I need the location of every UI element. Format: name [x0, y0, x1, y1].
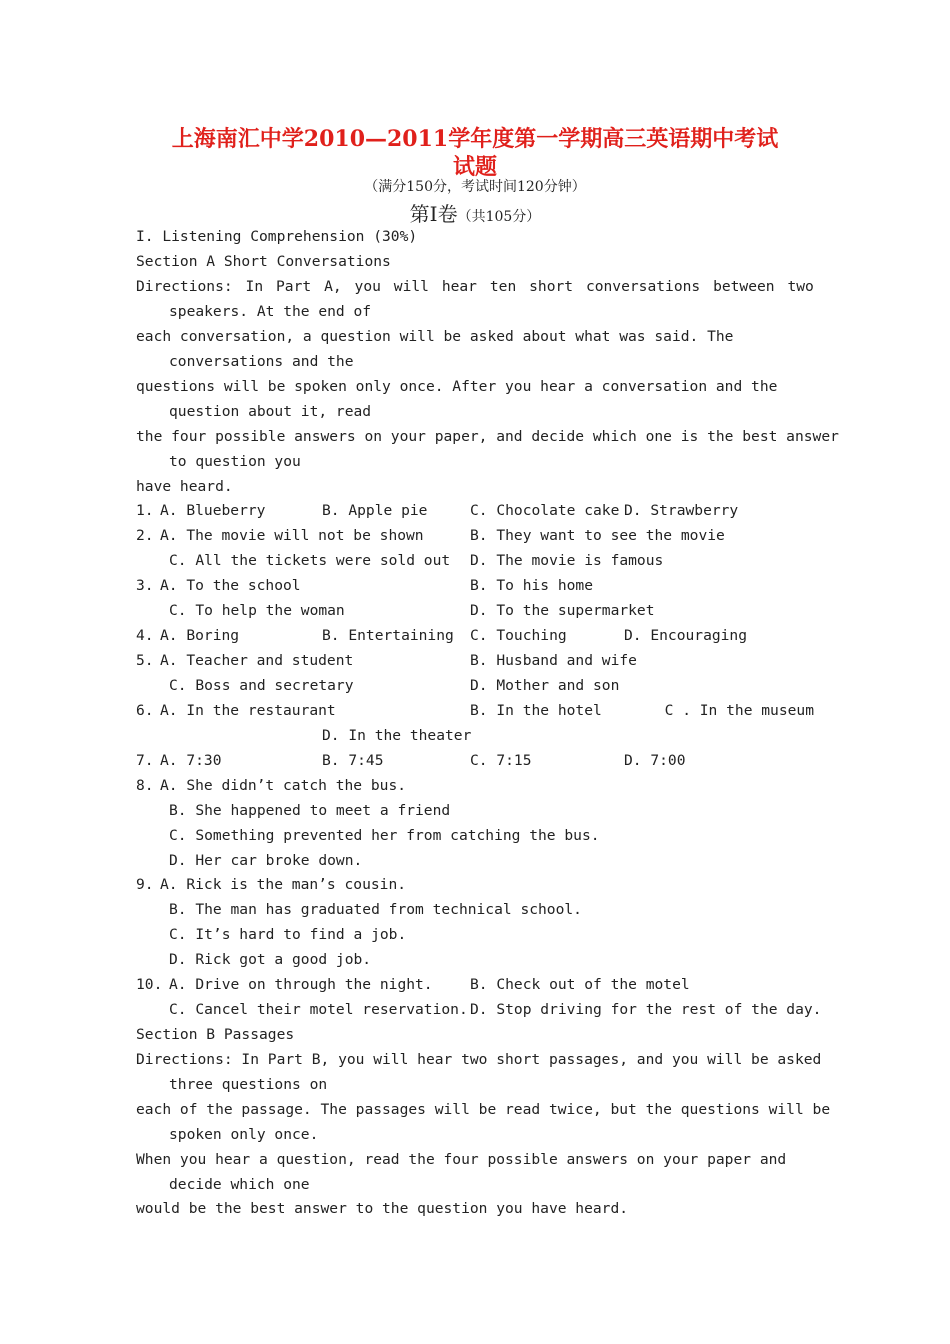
option-b: B. Husband and wife [470, 652, 637, 669]
directions-word: between [713, 278, 775, 295]
directions-b-line: three questions on [169, 1076, 328, 1093]
exam-title-line1: 上海南汇中学2010—2011学年度第一学期高三英语期中考试 [171, 126, 779, 152]
paper-section-heading [0, 198, 950, 227]
directions-a-line: the four possible answers on your paper, and decide which one is the best answer [136, 428, 839, 445]
directions-word: In [245, 278, 264, 295]
option-b: B. The man has graduated from technical school. [169, 901, 582, 918]
question-number: 9. [136, 876, 154, 893]
option-c: C. It’s hard to find a job. [169, 926, 407, 943]
option-a: A. In the restaurant [160, 702, 336, 719]
option-a: A. Drive on through the night. [169, 976, 433, 993]
question-number: 3. [136, 577, 154, 594]
option-d: D. To the supermarket [470, 602, 655, 619]
option-b: B. Entertaining [322, 627, 454, 644]
directions-word: hear [441, 278, 477, 295]
option-a: A. Rick is the man’s cousin. [160, 876, 407, 893]
juan-note: （共105分） [457, 209, 541, 225]
option-d: D. The movie is famous [470, 552, 664, 569]
option-a: A. To the school [160, 577, 301, 594]
option-c: C. Cancel their motel reservation. [169, 1001, 468, 1018]
option-d: D. In the theater [322, 727, 472, 744]
question-number: 5. [136, 652, 154, 669]
part-heading: I. Listening Comprehension (30%) [136, 228, 418, 245]
option-c: C. 7:15 [470, 752, 532, 769]
directions-b-line: spoken only once. [169, 1126, 319, 1143]
directions-b-line: When you hear a question, read the four possible answers on your paper and [136, 1151, 787, 1168]
option-d: D. Encouraging [624, 627, 748, 644]
option-c: C. All the tickets were sold out [169, 552, 451, 569]
section-a-heading: Section A Short Conversations [136, 253, 391, 270]
option-c: C. Chocolate cake [470, 502, 620, 519]
directions-word: short [529, 278, 574, 295]
directions-a-line: question about it, read [169, 403, 372, 420]
directions-a-line: questions will be spoken only once. After you hear a conversation and the [136, 378, 778, 395]
option-c: C. Touching [470, 627, 567, 644]
question-number: 8. [136, 777, 154, 794]
question-number: 4. [136, 627, 154, 644]
option-d: D. Stop driving for the rest of the day. [470, 1001, 822, 1018]
directions-word: two [787, 278, 814, 295]
exam-subtitle: （满分150分，考试时间120分钟） [364, 179, 586, 195]
option-c: C. To help the woman [169, 602, 345, 619]
option-a: A. 7:30 [160, 752, 222, 769]
directions-b-line: each of the passage. The passages will be read twice, but the questions will be [136, 1101, 831, 1118]
question-number: 7. [136, 752, 154, 769]
option-a: A. Teacher and student [160, 652, 354, 669]
option-b: B. To his home [470, 577, 594, 594]
option-a: A. Blueberry [160, 502, 266, 519]
question-number: 2. [136, 527, 154, 544]
option-b: B. In the hotel [470, 702, 602, 719]
option-c: C. Boss and secretary [169, 677, 354, 694]
section-b-heading: Section B Passages [136, 1026, 295, 1043]
directions-word: ten [489, 278, 517, 295]
directions-word: A, [324, 278, 342, 295]
directions-word: Directions: [136, 278, 233, 295]
directions-a-line: each conversation, a question will be asked about what was said. The [136, 328, 734, 345]
directions-a-line: conversations and the [169, 353, 354, 370]
directions-word: conversations [585, 278, 701, 295]
option-d: D. Her car broke down. [169, 852, 363, 869]
directions-a-line [136, 276, 814, 298]
option-d: D. Rick got a good job. [169, 951, 372, 968]
option-b: B. Check out of the motel [470, 976, 690, 993]
directions-word: you [354, 278, 381, 295]
juan-main: 第Ⅰ卷 [409, 202, 458, 226]
option-a: A. She didn’t catch the bus. [160, 777, 407, 794]
option-b: B. 7:45 [322, 752, 384, 769]
directions-a-line: to question you [169, 453, 301, 470]
option-b: B. Apple pie [322, 502, 428, 519]
option-c: C . In the museum [664, 702, 814, 719]
option-d: D. Strawberry [624, 502, 739, 519]
directions-b-line: Directions: In Part B, you will hear two short passages, and you will be asked [136, 1051, 822, 1068]
directions-b-line: decide which one [169, 1176, 310, 1193]
question-number: 6. [136, 702, 154, 719]
question-number: 1. [136, 502, 154, 519]
option-d: D. 7:00 [624, 752, 686, 769]
directions-a-line: speakers. At the end of [169, 303, 372, 320]
option-a: A. Boring [160, 627, 240, 644]
directions-a-line: have heard. [136, 478, 233, 495]
directions-b-line: would be the best answer to the question you have heard. [136, 1200, 629, 1217]
question-number: 10. [136, 976, 163, 993]
option-a: A. The movie will not be shown [160, 527, 424, 544]
option-b: B. They want to see the movie [470, 527, 725, 544]
option-b: B. She happened to meet a friend [169, 802, 451, 819]
option-d: D. Mother and son [470, 677, 620, 694]
directions-word: Part [276, 278, 312, 295]
directions-word: will [393, 278, 429, 295]
option-c: C. Something prevented her from catching the bus. [169, 827, 600, 844]
exam-title-line2: 试题 [452, 154, 497, 180]
